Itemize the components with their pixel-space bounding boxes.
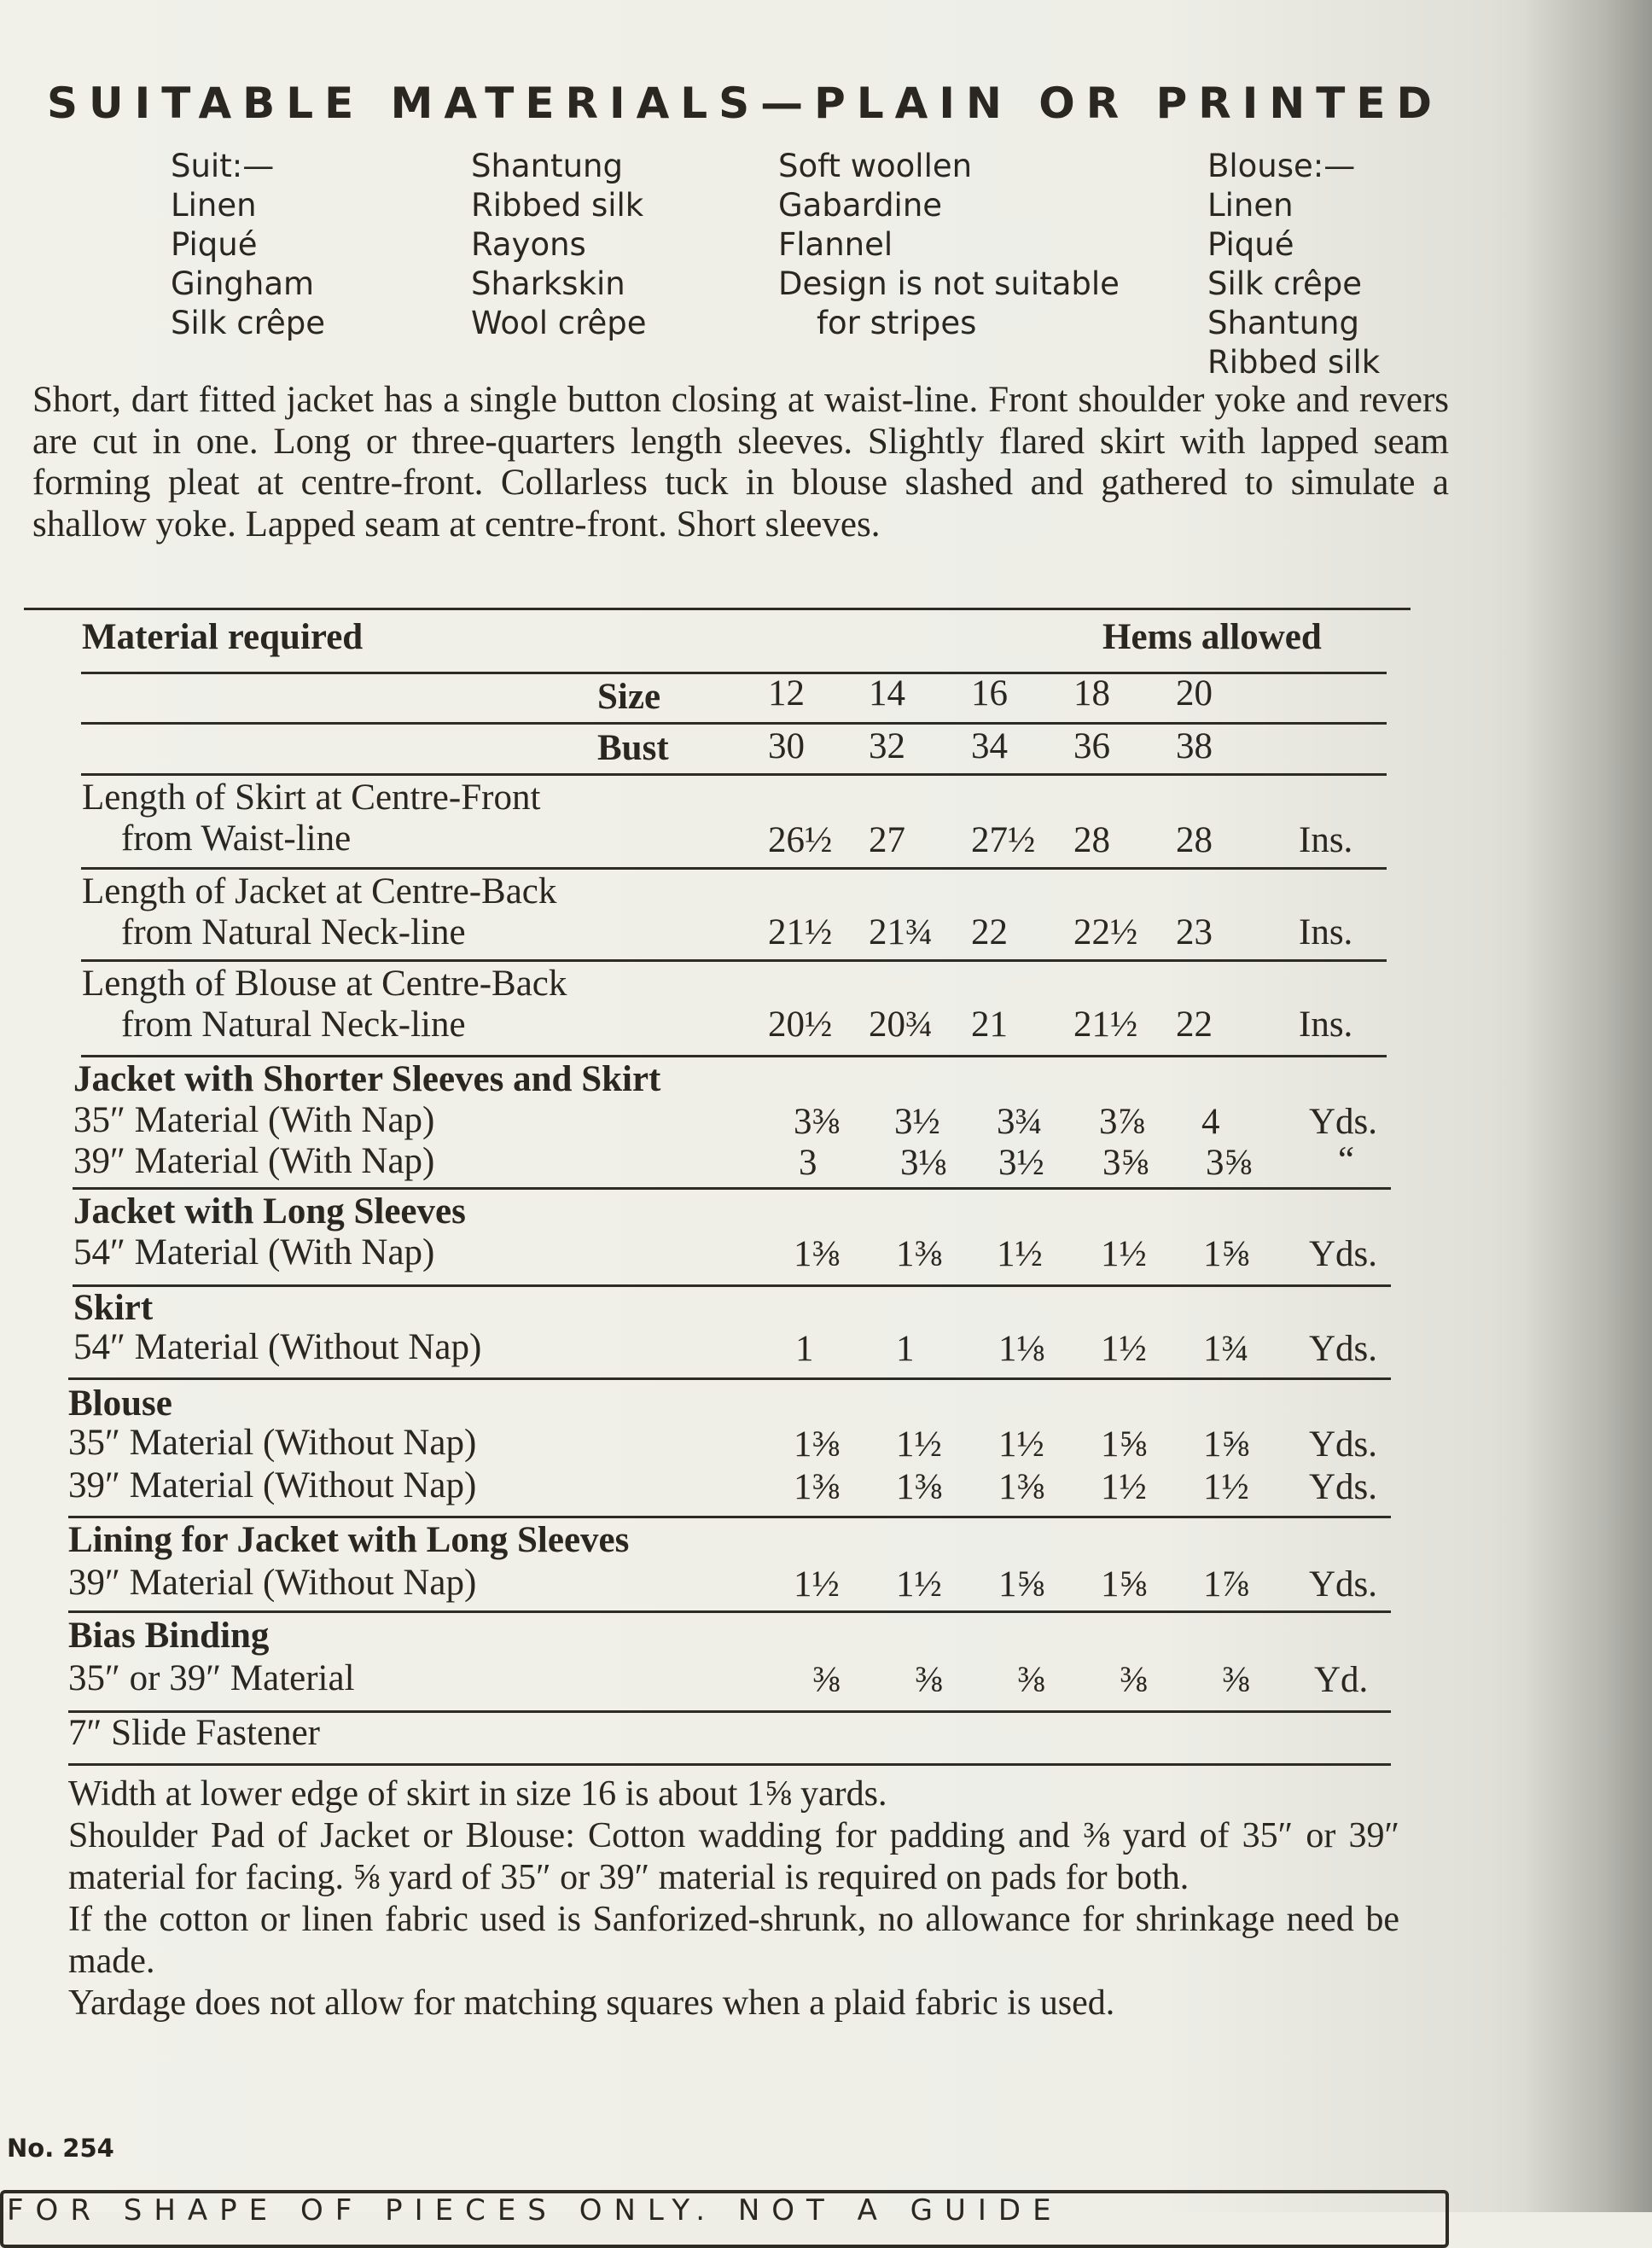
value-cell: 3½ — [894, 1102, 940, 1142]
value-cell: 1½ — [1101, 1234, 1147, 1274]
row-label: from Natural Neck-line — [121, 912, 466, 952]
value-cell: 1⅜ — [896, 1467, 942, 1507]
unit-cell: Yds. — [1309, 1467, 1378, 1507]
value-cell: 1¾ — [1203, 1329, 1249, 1369]
size-16: 16 — [971, 673, 1008, 713]
unit-cell: Ins. — [1299, 820, 1353, 860]
table-rule — [68, 1610, 1391, 1613]
materials-blouse-column — [1207, 147, 1380, 382]
row-label: Length of Blouse at Centre-Back — [82, 964, 567, 1004]
value-cell: 21½ — [1073, 1005, 1138, 1045]
value-cell: 1½ — [896, 1424, 942, 1465]
value-cell: 1⅝ — [1203, 1234, 1249, 1274]
table-rule — [68, 1763, 1391, 1766]
value-cell: 1⅜ — [794, 1234, 840, 1274]
table-rule — [81, 773, 1387, 776]
value-cell: 4 — [1201, 1102, 1220, 1142]
material-item: Rayons — [471, 226, 586, 263]
value-cell: 22 — [1176, 1005, 1213, 1045]
value-cell: ⅜ — [915, 1660, 943, 1700]
value-cell: 23 — [1176, 912, 1213, 952]
unit-cell: Yds. — [1309, 1424, 1378, 1465]
value-cell: 3¾ — [997, 1102, 1043, 1142]
unit-cell: Yds. — [1309, 1234, 1378, 1274]
material-item: Sharkskin — [471, 265, 625, 302]
value-cell: 1⅜ — [896, 1234, 942, 1274]
value-cell: 21¾ — [869, 912, 934, 952]
value-cell: ⅜ — [1017, 1660, 1045, 1700]
value-cell: 28 — [1176, 820, 1213, 860]
page-edge-shadow — [1524, 0, 1652, 2212]
materials-suit-column — [171, 147, 325, 343]
material-item: Gingham — [171, 265, 315, 302]
value-cell: 3⅜ — [794, 1102, 840, 1142]
material-item: Piqué — [1207, 226, 1294, 263]
value-cell: 3 — [799, 1143, 817, 1183]
row-label: 39″ Material (Without Nap) — [68, 1563, 477, 1603]
table-rule — [81, 1055, 1387, 1057]
section-title: Lining for Jacket with Long Sleeves — [68, 1520, 630, 1560]
section-title: Jacket with Shorter Sleeves and Skirt — [73, 1059, 661, 1099]
unit-cell: Ins. — [1299, 912, 1353, 952]
row-label: from Natural Neck-line — [121, 1005, 466, 1045]
value-cell: 3⅝ — [1102, 1143, 1149, 1183]
value-cell: 21½ — [768, 912, 833, 952]
bust-value: 36 — [1073, 726, 1110, 766]
material-item: Linen — [171, 187, 257, 224]
value-cell: 3⅞ — [1099, 1102, 1145, 1142]
section-title: Jacket with Long Sleeves — [73, 1191, 466, 1232]
value-cell: 28 — [1073, 820, 1110, 860]
value-cell: 1⅝ — [998, 1564, 1044, 1604]
material-item: Suit:— — [171, 148, 275, 184]
note-shoulder-pad: Shoulder Pad of Jacket or Blouse: Cotton wadding for padding and ⅜ yard of 35″ or 39″ material for facing. ⅝ yard of 35″ or 39″ material is required on pads for both. — [68, 1816, 1399, 1897]
value-cell: 1⅜ — [998, 1467, 1044, 1507]
bust-value: 32 — [869, 726, 905, 766]
value-cell: 1½ — [1101, 1467, 1147, 1507]
pattern-number: No. 254 — [7, 2134, 114, 2163]
bust-label: Bust — [597, 728, 669, 768]
material-item: Silk crêpe — [171, 305, 325, 341]
value-cell: 21 — [971, 1005, 1008, 1045]
value-cell: ⅜ — [812, 1660, 841, 1700]
unit-cell: Yds. — [1309, 1102, 1378, 1142]
value-cell: 1⅜ — [794, 1424, 840, 1465]
materials-column-3 — [778, 147, 1120, 343]
size-14: 14 — [869, 673, 905, 713]
table-rule — [68, 1516, 1391, 1518]
value-cell: 1½ — [1101, 1329, 1147, 1369]
row-label: 54″ Material (Without Nap) — [73, 1327, 482, 1367]
material-item: Blouse:— — [1207, 148, 1356, 184]
unit-cell: Yds. — [1309, 1564, 1378, 1604]
slide-fastener-row: 7″ Slide Fastener — [68, 1713, 320, 1753]
value-cell: 26½ — [768, 820, 833, 860]
table-rule — [81, 722, 1387, 725]
material-item: Ribbed silk — [471, 187, 644, 224]
bust-value: 38 — [1176, 726, 1213, 766]
unit-cell: Ins. — [1299, 1005, 1353, 1045]
value-cell: 1 — [896, 1329, 915, 1369]
value-cell: 1½ — [997, 1234, 1043, 1274]
table-rule — [73, 1284, 1391, 1287]
table-rule — [68, 1377, 1391, 1380]
value-cell: 1½ — [794, 1564, 840, 1604]
row-label: 39″ Material (Without Nap) — [68, 1465, 477, 1505]
unit-cell: Yds. — [1309, 1329, 1378, 1369]
bust-value: 34 — [971, 726, 1008, 766]
hems-allowed-label: Hems allowed — [1102, 617, 1322, 657]
value-cell: 22½ — [1073, 912, 1138, 952]
material-item: Silk crêpe — [1207, 265, 1362, 302]
note-sanforized: If the cotton or linen fabric used is Sanforized-shrunk, no allowance for shrinkage need be made. — [68, 1900, 1399, 1981]
note-skirt-width: Width at lower edge of skirt in size 16 is about 1⅝ yards. — [68, 1774, 887, 1814]
value-cell: 1⅝ — [1101, 1564, 1147, 1604]
footer-notice: FOR SHAPE OF PIECES ONLY. NOT A GUIDE — [7, 2193, 1063, 2228]
notes-section — [68, 1773, 1399, 2024]
material-item: for stripes — [817, 305, 977, 341]
table-top-rule — [24, 608, 1411, 610]
section-title: Blouse — [68, 1383, 172, 1424]
row-label: 35″ Material (With Nap) — [73, 1100, 435, 1140]
row-label: Length of Skirt at Centre-Front — [82, 777, 541, 818]
size-20: 20 — [1176, 673, 1213, 713]
value-cell: 1 — [795, 1329, 814, 1369]
note-yardage: Yardage does not allow for matching squares when a plaid fabric is used. — [68, 1983, 1115, 2023]
material-item: Wool crêpe — [471, 305, 647, 341]
value-cell: 1⅞ — [1203, 1564, 1249, 1604]
material-item: Piqué — [171, 226, 258, 263]
size-label: Size — [597, 677, 661, 717]
material-item: Shantung — [1207, 305, 1359, 341]
design-description: Short, dart fitted jacket has a single button closing at waist-line. Front shoulder yoke and revers are cut in one. Long or three-quarters length sleeves. Slightly flared skirt with lapped seam forming pleat at centre-front. Collarless tuck in blouse slashed and gathered to simulate a shallow yoke. Lapped seam at centre-front. Short sleeves. — [32, 380, 1449, 545]
value-cell: 1⅝ — [1203, 1424, 1249, 1465]
section-title: Bias Binding — [68, 1616, 270, 1656]
material-item: Design is not suitable — [778, 265, 1120, 302]
value-cell: 3½ — [998, 1143, 1044, 1183]
value-cell: 22 — [971, 912, 1008, 952]
row-label: 54″ Material (With Nap) — [73, 1232, 435, 1273]
value-cell: 3⅛ — [900, 1143, 946, 1183]
material-item: Shantung — [471, 148, 623, 184]
row-label: Length of Jacket at Centre-Back — [82, 871, 557, 911]
material-item: Soft woollen — [778, 148, 973, 184]
value-cell: 27 — [869, 820, 905, 860]
row-label: 35″ Material (Without Nap) — [68, 1423, 477, 1463]
bust-value: 30 — [768, 726, 805, 766]
size-18: 18 — [1073, 673, 1110, 713]
value-cell: ⅜ — [1222, 1660, 1250, 1700]
value-cell: 1½ — [998, 1424, 1044, 1465]
row-label: 39″ Material (With Nap) — [73, 1141, 435, 1181]
row-label: from Waist-line — [121, 818, 352, 859]
ditto-mark: “ — [1338, 1140, 1355, 1180]
material-required-label: Material required — [82, 617, 364, 657]
suitable-materials-heading: SUITABLE MATERIALS—PLAIN OR PRINTED — [47, 79, 1444, 128]
value-cell: 20¾ — [869, 1005, 934, 1045]
value-cell: 1½ — [1203, 1467, 1249, 1507]
material-item: Gabardine — [778, 187, 943, 224]
row-label: 35″ or 39″ Material — [68, 1658, 355, 1698]
value-cell: 3⅝ — [1206, 1143, 1252, 1183]
value-cell: 27½ — [971, 820, 1036, 860]
value-cell: 20½ — [768, 1005, 833, 1045]
table-rule — [81, 867, 1387, 870]
size-12: 12 — [768, 673, 805, 713]
value-cell: 1⅛ — [998, 1329, 1044, 1369]
value-cell: 1⅜ — [794, 1467, 840, 1507]
materials-column-2 — [471, 147, 647, 343]
section-title: Skirt — [73, 1288, 154, 1328]
material-item: Linen — [1207, 187, 1294, 224]
value-cell: 1⅝ — [1101, 1424, 1147, 1465]
unit-cell: Yd. — [1314, 1660, 1369, 1700]
table-rule — [81, 959, 1387, 962]
material-item: Flannel — [778, 226, 893, 263]
material-item: Ribbed silk — [1207, 344, 1381, 381]
value-cell: 1½ — [896, 1564, 942, 1604]
value-cell: ⅜ — [1120, 1660, 1148, 1700]
table-rule — [73, 1187, 1391, 1190]
